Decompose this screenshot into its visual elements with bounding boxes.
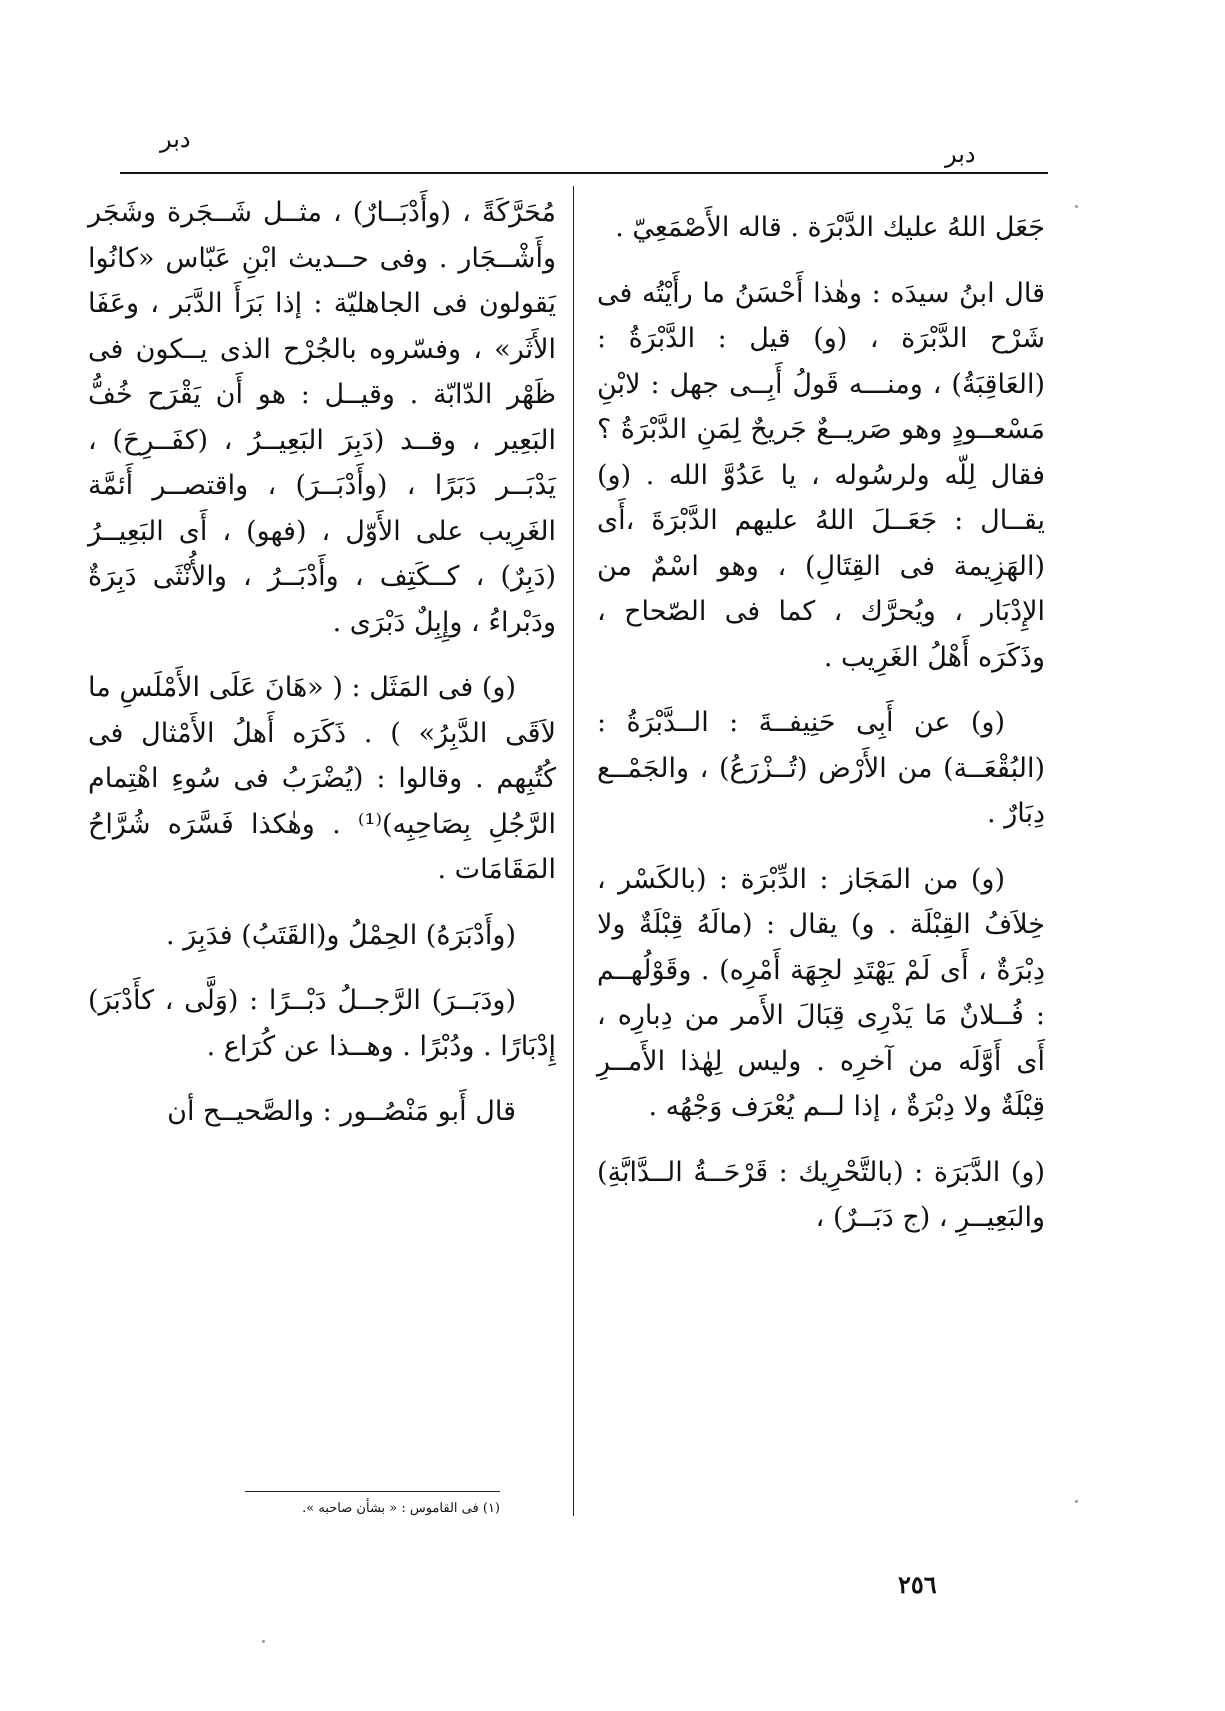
scan-speck (262, 1640, 265, 1643)
left-paragraph-4: (ودَبَــرَ) الرَّجــلُ دَبْــرًا : (وَلَّى ، كأَدْبَرَ) إِدْبَارًا . ودُبْرًا . وهــذا عن كُرَاع . (88, 985, 556, 1062)
right-paragraph-2: قال ابنُ سيدَه : وهٰذا أَحْسَنُ ما رأَيْتُه فى شَرْح الدَّبْرَة ، (و) قيل : الدَّبْرَةُ : (العَاقِبَةُ) ، ومنـــه قَولُ أَبِــى جهل : لابْنِ مَسْعــودٍ وهو صَريــعٌ جَريحٌ لِمَنِ الدَّبْرَةُ ؟ فقال لِلّه ولرسُوله ، يا عَدُوَّ الله . (و) يقــال : جَعَــلَ اللهُ عليهم الدَّبْرَةَ ،أَى (الهَزِيمة فى القِتَالِ) ، وهو اسْمٌ من الإِدْبَار ، ويُحرَّك ، كما فى الصّحاح ، وذَكَرَه أَهْلُ الغَرِيب . (597, 277, 1045, 673)
header-rule (120, 172, 1048, 174)
right-paragraph-1: جَعَل اللهُ عليك الدَّبْرَة . قاله الأَصْمَعِيّ . (615, 212, 1045, 243)
footnote: (١) فى القاموس : « بشأن صاحبه ». (302, 1501, 500, 1516)
right-paragraph-5: (و) الدَّبَرَة : (بالتَّحْرِيك : قَرْحَــةُ الــدَّابَّةِ) والبَعِيــرِ ، (ج دَبَــرٌ) ، (597, 1156, 1045, 1233)
right-paragraph-3: (و) عن أَبِى حَنِيفــةَ : الــدَّبْرَةُ : (البُقْعَــة) من الأَرْض (تُــزْرَعُ) ، والجَمْــع دِبَارٌ . (597, 707, 1045, 829)
left-paragraph-3: (وأَدْبَرَهُ) الحِمْلُ و(القَتَبُ) فدَبِرَ . (166, 919, 516, 951)
column-divider (573, 186, 574, 1516)
left-paragraph-1: مُحَرَّكَةً ، (وأَدْبَــارٌ) ، مثــل شَــجَرة وشَجَر وأَشْــجَار . وفى حــديث ابْنِ عَبّاس «كانُوا يَقولون فى الجاهليّة : إذا بَرَأَ الدَّبَر ، وعَفَا الأَثَر» ، وفسّروه بالجُرْح الذى يــكون فى ظَهْر الدّابّة . وقيــل : هو أَن يَقْرَح خُفُّ البَعِير ، وقــد (دَبِرَ البَعِيــرُ ، (كفَــرِحَ) ، يَدْبَــر دَبَرًا ، (وأَدْبَــرَ) ، واقتصــر أَئمَّة الغَرِيب على الأَوّل ، (فهو) ، أَى البَعِيــرُ (دَبِرٌ) ، كــكَتِف ، وأَدْبَــرُ ، والأُنْثَى دَبِرَةٌ ودَبْراءُ ، وإِبِلٌ دَبْرَى . (88, 197, 556, 638)
right-column (597, 205, 1045, 1261)
running-header-right: دبر (945, 140, 976, 168)
scan-speck (1075, 1500, 1078, 1503)
footnote-rule (245, 1491, 500, 1492)
left-paragraph-2: (و) فى المَثَل : ( «هَانَ عَلَى الأَمْلَسِ ما لاَقَى الدَّبِرُ» ) . ذَكَرَه أَهلُ الأَمْثال فى كُتُبِهم . وقالوا : (يُضْرَبُ فى سُوءِ اهْتِمام الرَّجُلِ بِصَاحِبِه)⁽¹⁾ . وهٰكذا فَسَّرَه شُرَّاحُ المَقَامَات . (88, 672, 556, 885)
page-number: ٢٥٦ (898, 1570, 937, 1599)
scan-speck (1075, 205, 1078, 208)
running-header-left: دبر (160, 125, 191, 153)
left-paragraph-5: قال أَبو مَنْصُــور : والصَّحيــح أن (167, 1096, 516, 1127)
left-column (88, 190, 556, 1155)
right-paragraph-4: (و) من المَجَاز : الدِّبْرَة : (بالكَسْر ، خِلاَفُ القِبْلَة . و) يقال : (مالَهُ قِبْلَةٌ ولا دِبْرَةٌ ، أَى لَمْ يَهْتَدِ لجِهَة أَمْرِه) . وقَوْلُهــم : فُــلانٌ مَا يَدْرِى قِبَالَ الأَمر من دِبارِه ، أَى أَوَّلَه من آخرِه . وليس لِهٰذا الأَمــرِ قِبْلَةٌ ولا دِبْرَةٌ ، إذا لــم يُعْرَف وَجْهُه . (597, 863, 1045, 1122)
